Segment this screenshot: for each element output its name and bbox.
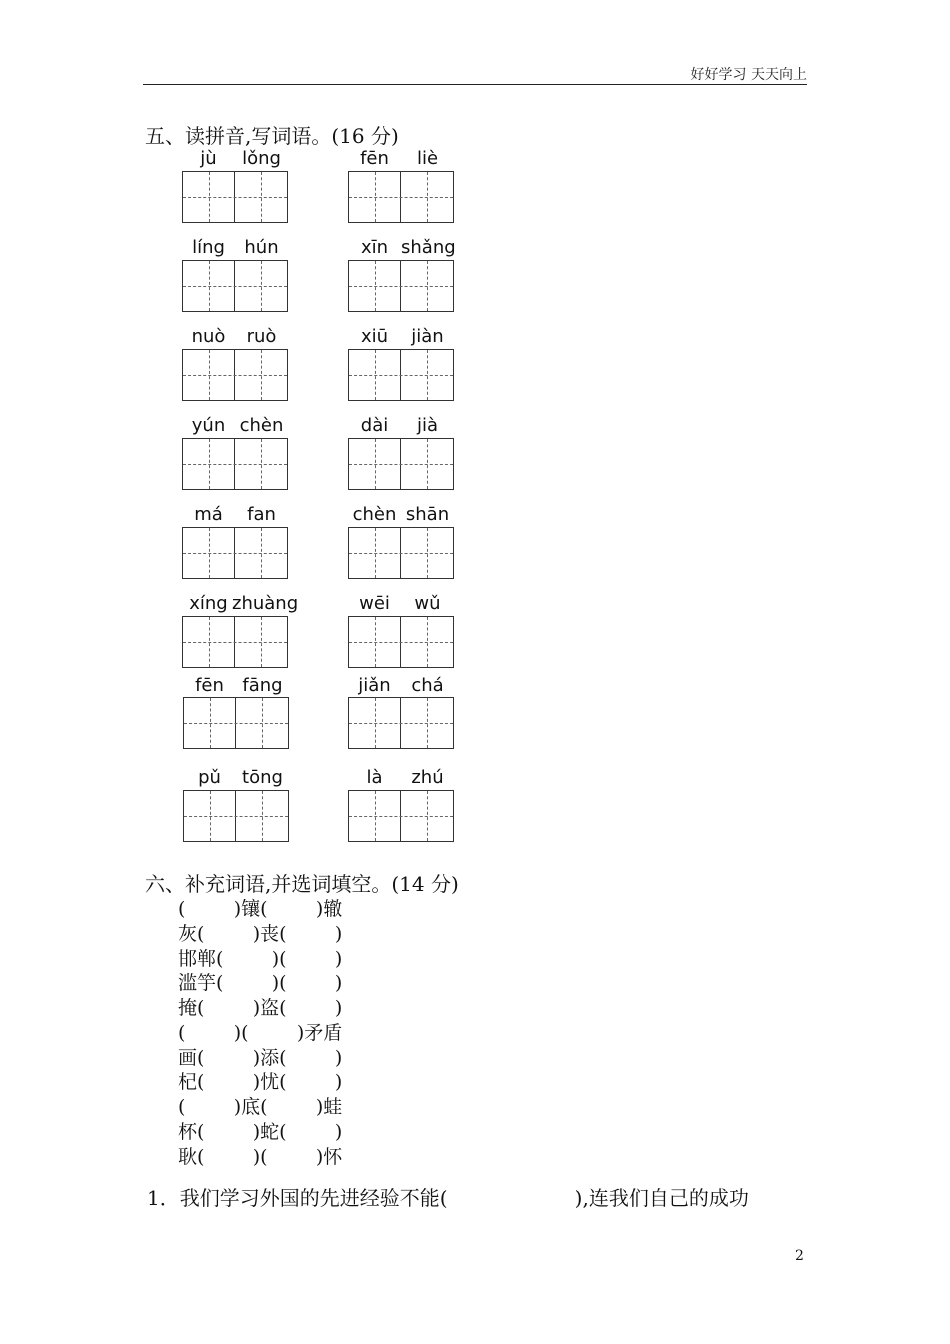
pinyin-label: chèn: [352, 504, 397, 525]
tianzige-box[interactable]: [348, 349, 454, 401]
tianzige-box[interactable]: [183, 697, 289, 749]
pinyin-label: fāng: [242, 675, 283, 696]
pinyin-label: jiǎn: [358, 675, 391, 696]
pinyin-label: xiū: [360, 326, 389, 347]
pinyin-label: fan: [247, 504, 276, 525]
pinyin-label: jiàn: [411, 326, 444, 347]
tianzige-box[interactable]: [182, 616, 288, 668]
page-number: 2: [795, 1248, 804, 1264]
pinyin-label: jià: [416, 415, 439, 436]
pinyin-label: lǒng: [242, 148, 281, 169]
section6-title: 六、补充词语,并选词填空。(14 分): [145, 872, 459, 896]
tianzige-box[interactable]: [348, 527, 454, 579]
pinyin-label: shǎng: [401, 237, 456, 258]
pinyin-label: má: [194, 504, 223, 525]
pinyin-label: fēn: [195, 675, 224, 696]
idiom-fill-item[interactable]: 邯郸( )( ): [178, 948, 343, 970]
tianzige-box[interactable]: [348, 790, 454, 842]
tianzige-box[interactable]: [348, 697, 454, 749]
tianzige-box[interactable]: [182, 527, 288, 579]
pinyin-label: wǔ: [414, 593, 441, 614]
pinyin-label: ruò: [246, 326, 277, 347]
pinyin-label: fēn: [360, 148, 389, 169]
tianzige-box[interactable]: [183, 790, 289, 842]
idiom-fill-item[interactable]: 杞( )忧( ): [178, 1071, 343, 1093]
pinyin-label: là: [366, 767, 383, 788]
idiom-fill-item[interactable]: 画( )添( ): [178, 1047, 343, 1069]
header-slogan: 好好学习 天天向上: [690, 67, 807, 83]
tianzige-box[interactable]: [348, 616, 454, 668]
idiom-fill-item[interactable]: 杯( )蛇( ): [178, 1121, 343, 1143]
tianzige-box[interactable]: [182, 171, 288, 223]
tianzige-box[interactable]: [348, 260, 454, 312]
idiom-fill-item[interactable]: 耿( )( )怀: [178, 1146, 343, 1168]
idiom-fill-item[interactable]: 掩( )盗( ): [178, 997, 343, 1019]
tianzige-box[interactable]: [182, 260, 288, 312]
pinyin-label: liè: [416, 148, 439, 169]
idiom-fill-item[interactable]: 灰( )丧( ): [178, 923, 343, 945]
pinyin-label: shān: [405, 504, 450, 525]
idiom-fill-item[interactable]: ( )镶( )辙: [178, 898, 343, 920]
idiom-fill-item[interactable]: 滥竽( )( ): [178, 972, 343, 994]
pinyin-label: wēi: [359, 593, 390, 614]
pinyin-label: chèn: [239, 415, 284, 436]
pinyin-label: hún: [244, 237, 279, 258]
pinyin-label: líng: [192, 237, 225, 258]
pinyin-label: zhú: [411, 767, 444, 788]
pinyin-label: chá: [411, 675, 444, 696]
tianzige-box[interactable]: [182, 349, 288, 401]
pinyin-label: nuò: [191, 326, 226, 347]
section5-title: 五、读拼音,写词语。(16 分): [145, 124, 399, 148]
pinyin-label: yún: [191, 415, 226, 436]
tianzige-box[interactable]: [182, 438, 288, 490]
tianzige-box[interactable]: [348, 438, 454, 490]
pinyin-label: xīn: [360, 237, 389, 258]
pinyin-label: tōng: [242, 767, 283, 788]
pinyin-label: dài: [360, 415, 389, 436]
pinyin-label: jù: [200, 148, 217, 169]
header-divider: [143, 84, 807, 85]
question-1: 1．我们学习外国的先进经验不能( ),连我们自己的成功: [147, 1186, 749, 1210]
idiom-fill-item[interactable]: ( )底( )蛙: [178, 1096, 343, 1118]
pinyin-label: xíng: [189, 593, 228, 614]
pinyin-label: pǔ: [198, 767, 221, 788]
idiom-fill-item[interactable]: ( )( )矛盾: [178, 1022, 343, 1044]
pinyin-label: zhuàng: [232, 593, 299, 614]
tianzige-box[interactable]: [348, 171, 454, 223]
